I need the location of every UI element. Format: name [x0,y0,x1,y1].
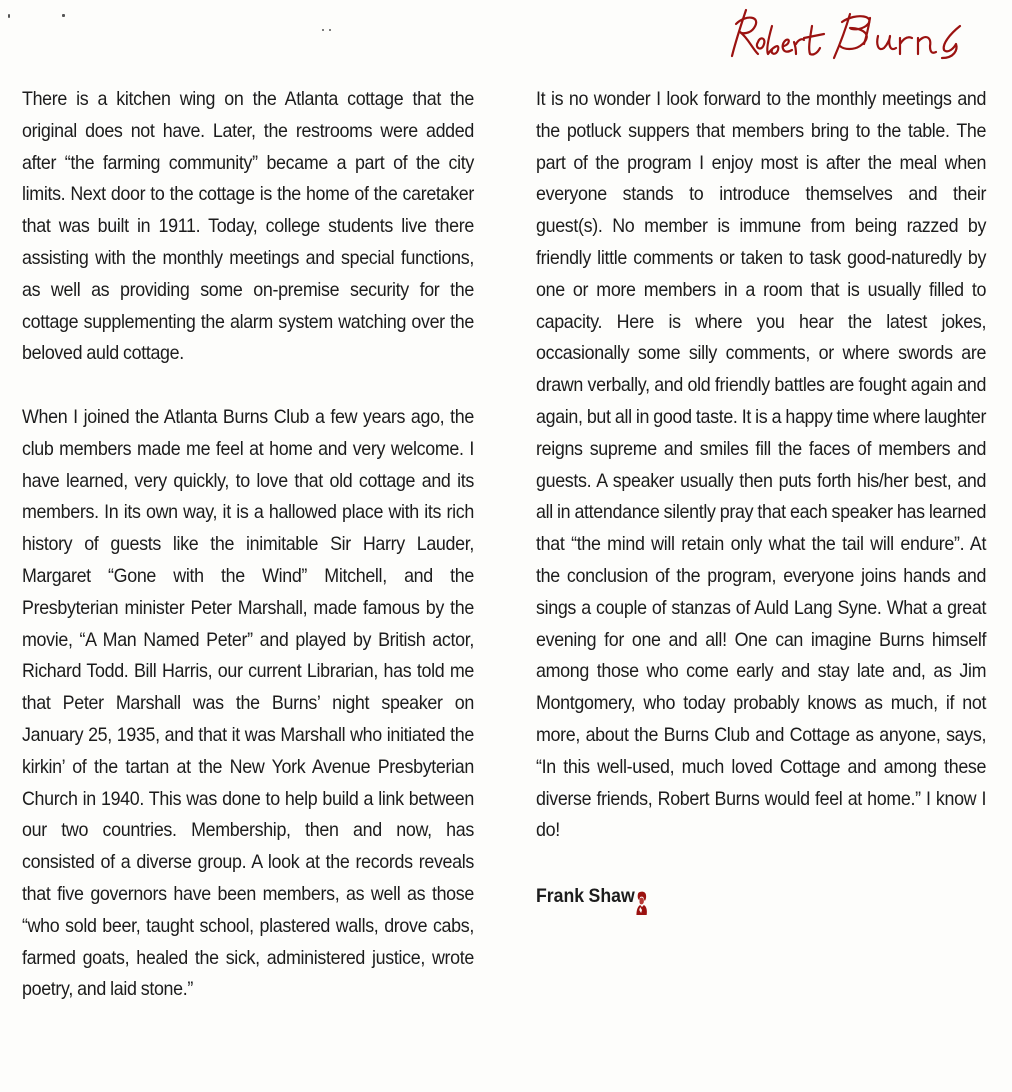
paragraph-kitchen-wing: There is a kitchen wing on the Atlanta cottage that the original does not have. Later, the restrooms were added after “the farming community” became a part of the city limits. Next door to the cottage is the home of the caretaker that was built in 1911. Today, college students live there assisting with the monthly meetings and special functions, as well as providing some on-premise security for the cottage supplementing the alarm system watching over the beloved auld cottage. [22,89,474,365]
scan-mark [62,14,65,17]
scan-mark [8,14,10,18]
author-byline [536,881,648,913]
scan-mark [329,29,331,31]
robert-burns-signature [728,4,998,64]
article-column-right [536,84,986,913]
paragraph-joined-club: When I joined the Atlanta Burns Club a few years ago, the club members made me feel at home and very welcome. I have learned, very quickly, to love that old cottage and its members. In its own way, it is a hallowed place with its rich history of guests like the inimitable Sir Harry Lauder, Margaret “Gone with the Wind” Mitchell, and the Presbyterian minister Peter Marshall, made famous by the movie, “A Man Named Peter” and played by British actor, Richard Todd. Bill Harris, our current Librarian, has told me that Peter Marshall was the Burns’ night speaker on January 25, 1935, and that it was Marshall who initiated the kirkin’ of the tartan at the New York Avenue Presbyterian Church in 1940. This was done to help build a link between our two countries. Membership, then and now, has consisted of a diverse group. A look at the records reveals that five governors have been members, as well as those “who sold beer, taught school, plastered walls, drove cabs, farmed goats, healed the sick, administered justice, wrote poetry, and laid stone.” [22,406,474,1001]
scan-mark [322,29,324,31]
paragraph-monthly-meetings: It is no wonder I look forward to the monthly meetings and the potluck suppers that members bring to the table. The part of the program I enjoy most is after the meal when everyone stands to introduce themselves and their guest(s). No member is immune from being razzed by friendly little comments or taken to task good-naturedly by one or more members in a room that is usually filled to capacity. Here is where you hear the latest jokes, occasionally some silly comments, or where swords are drawn verbally, and old friendly battles are fought again and again, but all in good taste. It is a happy time where laughter reigns supreme and smiles fill the faces of members and guests. A speaker usually then puts forth his/her best, and all in attendance silently pray that each speaker has learned that “the mind will retain only what the tail will endure”. At the conclusion of the program, everyone joins hands and sings a couple of stanzas of Auld Lang Syne. What a great evening for one and all! One can imagine Burns himself among those who come early and stay late and, as Jim Montgomery, who today probably knows as much, if not more, about the Burns Club and Cottage as anyone, says, “In this well-used, much loved Cottage and among these diverse friends, Robert Burns would feel at home.” I know I do! [536,89,987,842]
burns-portrait-icon [635,891,648,915]
article-column-left [22,84,474,1038]
author-name: Frank Shaw [536,885,635,907]
